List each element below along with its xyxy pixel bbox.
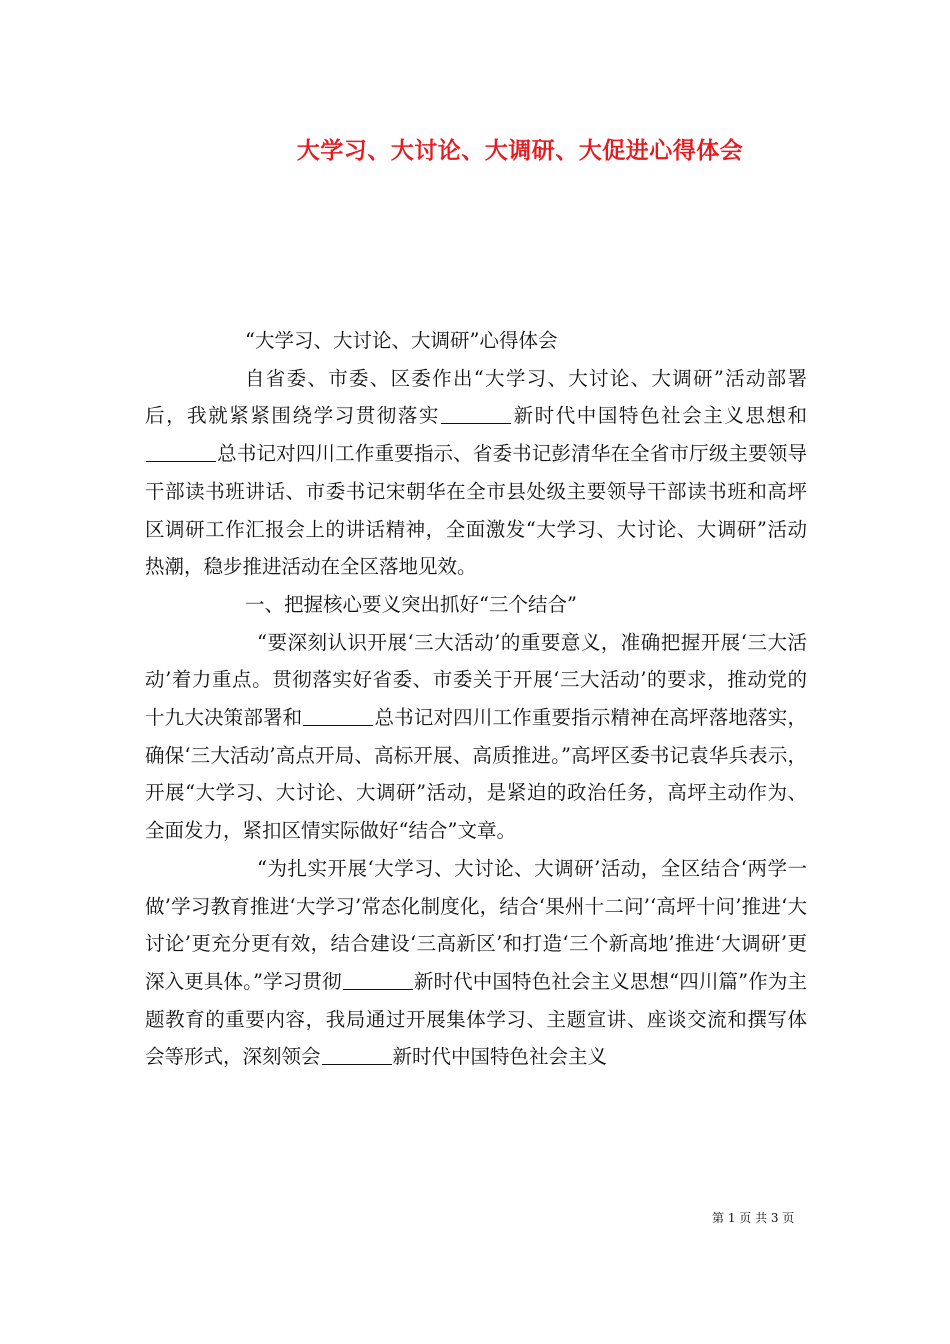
redacted-blank — [343, 969, 413, 990]
paragraph-2-part-b: 总书记对四川工作重要指示精神在高坪落地落实，确保‘三大活动’高点开局、高标开展、高质推进。”高坪区委书记袁华兵表示，开展“大学习、大讨论、大调研”活动，是紧迫的政治任务，高坪主动作为、全面发力，紧扣区情实际做好“结合”文章。 — [145, 706, 807, 843]
redacted-blank — [303, 706, 373, 727]
paragraph-2 — [145, 624, 807, 850]
page-number-footer: 第 1 页 共 3 页 — [712, 1211, 795, 1225]
document-body — [145, 322, 807, 1076]
paragraph-1-part-a: 自省委、市委、区委作出“大学习、大讨论、大调研”活动部署后，我就紧紧围绕学习贯彻落实 — [145, 366, 807, 428]
paragraph-1 — [145, 360, 807, 586]
paragraph-1-part-c: 总书记对四川工作重要指示、省委书记彭清华在全省市厅级主要领导干部读书班讲话、市委书记宋朝华在全市县处级主要领导干部读书班和高坪区调研工作汇报会上的讲话精神，全面激发“大学习、大讨论、大调研”活动热潮，稳步推进活动在全区落地见效。 — [145, 442, 807, 579]
document-title: 大学习、大讨论、大调研、大促进心得体会 — [296, 137, 744, 164]
paragraph-3-part-a: “为扎实开展‘大学习、大讨论、大调研’活动，全区结合‘两学一做’学习教育推进‘大学习’常态化制度化，结合‘果州十二问’‘高坪十问’推进‘大讨论’更充分更有效，结合建设‘三高新区’和打造‘三个新高地’推进‘大调研’更深入更具体。”学习贯彻 — [145, 856, 807, 993]
redacted-blank — [322, 1045, 392, 1066]
paragraph-2-part-a: “要深刻认识开展‘三大活动’的重要意义，准确把握开展‘三大活动’着力重点。贯彻落实好省委、市委关于开展‘三大活动’的要求，推动党的十九大决策部署和 — [145, 630, 807, 730]
section-heading-1: 一、把握核心要义突出抓好“三个结合” — [245, 592, 577, 616]
paragraph-3-part-b: 新时代中国特色社会主义思想“四川篇”作为主题教育的重要内容，我局通过开展集体学习、主题宣讲、座谈交流和撰写体会等形式，深刻领会 — [145, 969, 807, 1069]
paragraph-1-part-b: 新时代中国特色社会主义思想和 — [512, 404, 807, 428]
redacted-blank — [441, 404, 511, 425]
redacted-blank — [146, 442, 216, 463]
paragraph-3 — [145, 850, 807, 1076]
paragraph-3-part-c: 新时代中国特色社会主义 — [392, 1045, 608, 1069]
document-subtitle: “大学习、大讨论、大调研”心得体会 — [245, 329, 558, 352]
